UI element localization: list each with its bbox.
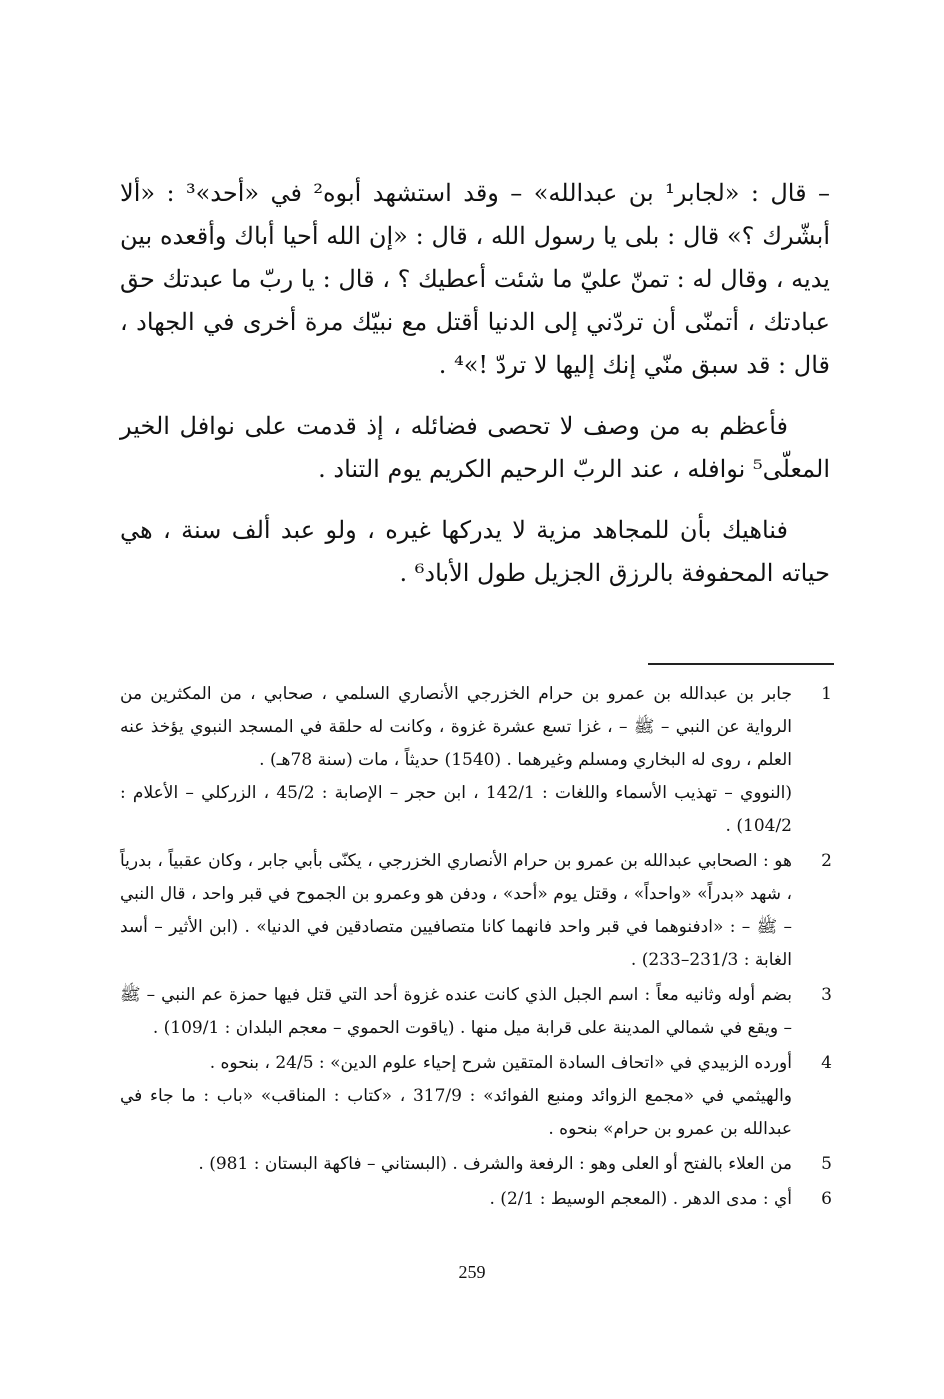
footnote-line: والهيثمي في «مجمع الزوائد ومنبع الفوائد» : 317/9 ، «كتاب : المناقب» «باب : ما جاء في عبدالله بن عمرو بن حرام» بنحوه . bbox=[120, 1086, 793, 1139]
footnote-number: 2 bbox=[821, 851, 832, 871]
footnote-4 bbox=[120, 1047, 832, 1146]
footnote-5 bbox=[120, 1148, 832, 1181]
footnote-6 bbox=[120, 1183, 832, 1216]
main-paragraph-2: فأعظم به من وصف لا تحصى فضائله ، إذ قدمت على نوافل الخير المعلّى⁵ نوافله ، عند الربّ الرحيم الكريم يوم التناد . bbox=[120, 412, 830, 483]
footnote-body bbox=[120, 1047, 792, 1146]
footnote-number: 1 bbox=[821, 684, 832, 704]
footnote-body bbox=[120, 1183, 792, 1216]
footnote-body bbox=[120, 678, 792, 843]
footnote-body bbox=[120, 979, 792, 1045]
main-paragraph-3: فناهيك بأن للمجاهد مزية لا يدركها غيره ، ولو عبد ألف سنة ، هي حياته المحفوفة بالرزق الجزيل طول الأباد⁶ . bbox=[120, 516, 830, 587]
page-number: 259 bbox=[458, 1262, 486, 1282]
footnote-line: جابر بن عبدالله بن عمرو بن حرام الخزرجي الأنصاري السلمي ، صحابي ، من المكثرين من الرواية عن النبي – ﷺ – ، غزا تسع عشرة غزوة ، وكانت له حلقة في المسجد النبوي يؤخذ عنه العلم ، روى له البخاري ومسلم وغيرهما . (1540) حديثاً ، مات (سنة 78هـ) . bbox=[120, 684, 792, 770]
footnote-number: 3 bbox=[821, 985, 832, 1005]
footnote-2 bbox=[120, 845, 832, 977]
footnote-3 bbox=[120, 979, 832, 1045]
footnote-1 bbox=[120, 678, 832, 843]
main-paragraph-1: – قال : «لجابر¹ بن عبدالله» – وقد استشهد أبوه² في «أحد»³ : «ألا أبشّرك ؟» قال : بلى يا رسول الله ، قال : «إن الله أحيا أباك وأقعده بين يديه ، وقال له : تمنّ عليّ ما شئت أعطيك ؟ ، قال : يا ربّ ما عبدتك حق عبادتك ، أتمنّى أن تردّني إلى الدنيا أقتل مع نبيّك مرة أخرى في الجهاد ، قال : قد سبق منّي إنك إليها لا تردّ !»⁴ . bbox=[120, 179, 830, 379]
footnotes bbox=[120, 678, 832, 1218]
footnote-line: هو : الصحابي عبدالله بن عمرو بن حرام الأنصاري الخزرجي ، يكنّى بأبي جابر ، وكان عقبياً ، بدرياً ، شهد «بدراً» «واحداً» ، وقتل يوم «أحد» ، ودفن هو وعمرو بن الجموح في قبر واحد ، قال النبي – ﷺ – : «ادفنوهما في قبر واحد فانهما كانا متصافيين متصادقين في الدنيا» . (ابن الأثير – أسد الغابة : 231/3–233) . bbox=[120, 851, 792, 970]
footnote-separator bbox=[648, 663, 834, 665]
footnote-line: أي : مدى الدهر . (المعجم الوسيط : 2/1) . bbox=[489, 1189, 792, 1209]
footnote-number: 4 bbox=[821, 1053, 832, 1073]
main-text bbox=[120, 172, 830, 613]
footnote-number: 6 bbox=[821, 1189, 832, 1209]
footnote-body bbox=[120, 1148, 792, 1181]
footnote-line: (النووي – تهذيب الأسماء واللغات : 142/1 ، ابن حجر – الإصابة : 45/2 ، الزركلي – الأعلام : 104/2) . bbox=[120, 783, 792, 836]
footnote-number: 5 bbox=[821, 1154, 832, 1174]
footnote-line: بضم أوله وثانيه معاً : اسم الجبل الذي كانت عنده غزوة أحد التي قتل فيها حمزة عم النبي – ﷺ – ويقع في شمالي المدينة على قرابة ميل منها . (ياقوت الحموي – معجم البلدان : 109/1) . bbox=[120, 985, 792, 1038]
footnote-body bbox=[120, 845, 792, 977]
footnote-line: أورده الزبيدي في «اتحاف السادة المتقين شرح إحياء علوم الدين» : 24/5 ، بنحوه . bbox=[209, 1053, 792, 1073]
footnote-line: من العلاء بالفتح أو العلى وهو : الرفعة والشرف . (البستاني – فاكهة البستان : 981) . bbox=[198, 1154, 792, 1174]
